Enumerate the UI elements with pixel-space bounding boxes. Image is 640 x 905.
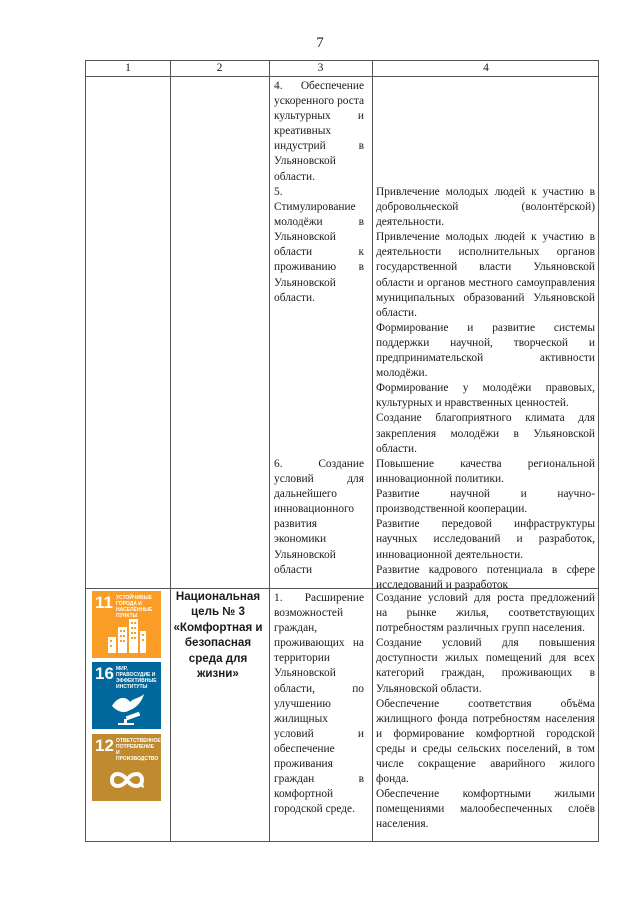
measure-item: Обеспечение соответствия объёма жилищного фонда потребностям населения и формирование комфортной городской среды и среды сельских поселений, в том числе сокращение аварийного жилого фонда. <box>376 697 595 786</box>
column-header-2: 2 <box>216 62 223 74</box>
task-6-measures <box>376 457 595 593</box>
task-5: 5. Стимулирование молодёжи в Ульяновской области к проживанию в Ульяновской области. <box>274 186 364 304</box>
measure-item: Создание благоприятного климата для закрепления молодёжи в Ульяновской области. <box>376 412 595 455</box>
measure-item: Привлечение молодых людей к участию в деятельности исполнительных органов государственной власти Ульяновской области и органов местного самоуправления муниципальных образований Ульяновской области. <box>376 231 595 319</box>
task-5-measures <box>376 185 595 457</box>
measure-item: Привлечение молодых людей к участию в добровольческой (волонтёрской) деятельности. <box>376 186 595 229</box>
sdg-label: МИР, ПРАВОСУДИЕ И ЭФФЕКТИВНЫЕ ИНСТИТУТЫ <box>116 666 157 690</box>
column-header-3: 3 <box>317 62 324 74</box>
sdg-12-tile <box>92 734 161 801</box>
city-buildings-icon <box>106 615 148 655</box>
sdg-label: УСТОЙЧИВЫЕ ГОРОДА И НАСЕЛЁННЫЕ ПУНКТЫ <box>116 595 153 619</box>
task-4: 4. Обеспечение ускоренного роста культурных и креативных индустрий в Ульяновской области. <box>274 80 364 183</box>
column-divider <box>372 61 373 841</box>
measure-item: Развитие научной и научно-производственной кооперации. <box>376 488 595 516</box>
sdg-number: 12 <box>95 736 114 755</box>
measure-item: Развитие кадрового потенциала в сфере исследований и разработок <box>376 563 595 591</box>
page-number: 7 <box>316 35 324 51</box>
measure-item: Создание условий для повышения доступности жилых помещений для всех категорий граждан, проживающих в Ульяновской области. <box>376 637 595 695</box>
column-divider <box>170 61 171 841</box>
column-divider <box>269 61 270 841</box>
dove-gavel-icon <box>106 686 148 726</box>
measure-item: Обеспечение комфортными жилыми помещениями малообеспеченных слоёв населения. <box>376 788 595 831</box>
sdg-number: 16 <box>95 664 114 683</box>
goals-table <box>85 60 599 842</box>
sdg-number: 11 <box>95 593 113 612</box>
goal-3-task-1: 1. Расширение возможностей граждан, проживающих на территории Ульяновской области, по улучшению жилищных условий и обеспечение проживания граждан в комфортной городской среде. <box>274 592 364 816</box>
measure-item: Развитие передовой инфраструктуры научных исследований и разработок, инновационной деятельности. <box>376 518 595 561</box>
column-header-1: 1 <box>125 62 131 74</box>
sdg-16-tile <box>92 662 161 729</box>
goal-3-measures <box>376 591 595 833</box>
national-goal-title: Национальная цель № 3 «Комфортная и безопасная среда для жизни» <box>173 590 263 681</box>
column-header-4: 4 <box>483 62 489 74</box>
measure-item: Формирование у молодёжи правовых, культурных и нравственных ценностей. <box>376 382 595 410</box>
measure-item: Создание условий для роста предложений на рынке жилья, соответствующих потребностям различных групп населения. <box>376 592 595 635</box>
header-divider <box>86 76 598 77</box>
task-6: 6. Создание условий для дальнейшего инновационного развития экономики Ульяновской области <box>274 458 364 576</box>
infinity-icon <box>106 758 148 798</box>
sdg-label: ОТВЕТСТВЕННОЕ ПОТРЕБЛЕНИЕ И ПРОИЗВОДСТВО <box>116 738 161 762</box>
sdg-11-tile <box>92 591 161 658</box>
measure-item: Формирование и развитие системы поддержки научной, творческой и предпринимательской активности молодёжи. <box>376 321 595 380</box>
measure-item: Повышение качества региональной инновационной политики. <box>376 458 595 486</box>
